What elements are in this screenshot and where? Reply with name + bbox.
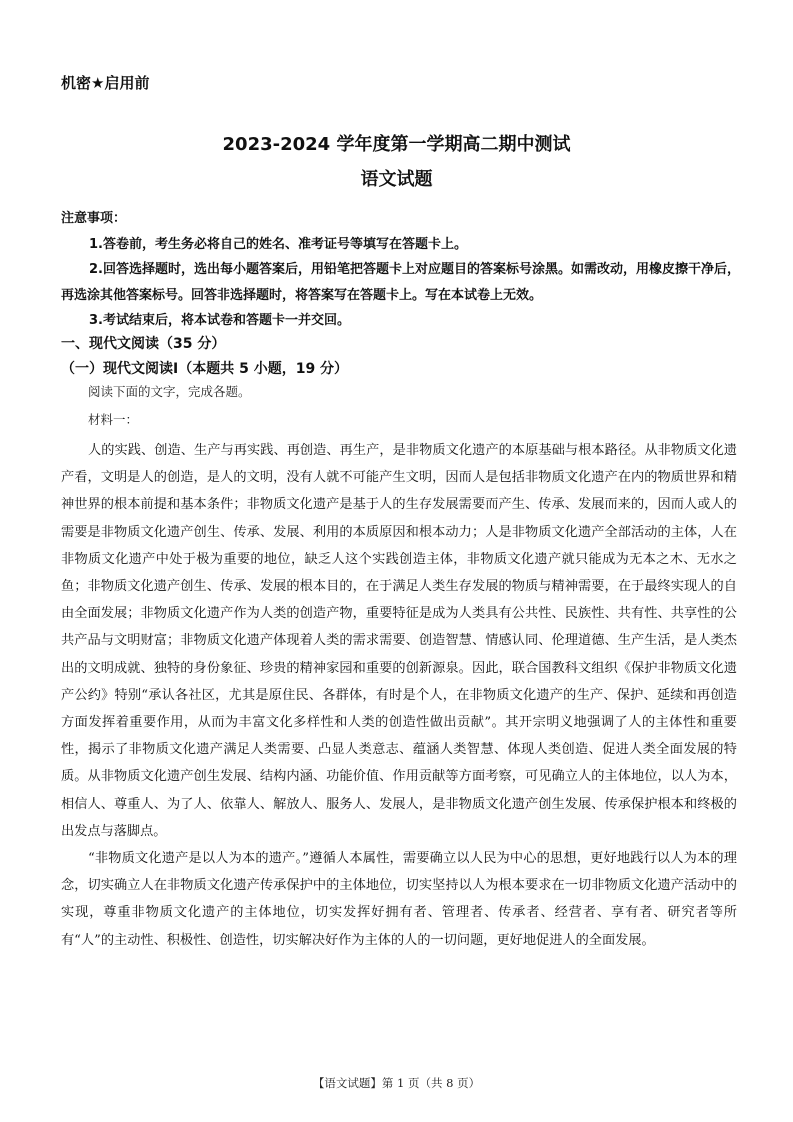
passage-paragraph: 人的实践、创造、生产与再实践、再创造、再生产，是非物质文化遗产的本原基础与根本路径。从非物质文化遗产看，文明是人的创造，是人的文明，没有人就不可能产生文明，因而人是包括非物质文化遗产在内的物质世界和精神世界的根本前提和基本条件；非物质文化遗产是基于人的生存发展需要而产生、传承、发展而来的，因而人或人的需要是非物质文化遗产创生、传承、发展、利用的本质原因和根本动力；人是非物质文化遗产全部活动的主体，人在非物质文化遗产中处于极为重要的地位，缺乏人这个实践创造主体，非物质文化遗产就只能成为无本之木、无水之鱼；非物质文化遗产创生、传承、发展的根本目的，在于满足人类生存发展的物质与精神需要，在于最终实现人的自由全面发展；非物质文化遗产作为人类的创造产物，重要特征是成为人类具有公共性、民族性、共有性、共享性的公共产品与文明财富；非物质文化遗产体现着人类的需求需要、创造智慧、情感认同、伦理道德、生产生活，是人类杰出的文明成就、独特的身份象征、珍贵的精神家园和重要的创新源泉。因此，联合国教科文组织《保护非物质文化遗产公约》特别“承认各社区，尤其是原住民、各群体，有时是个人，在非物质文化遗产的生产、保护、延续和再创造方面发挥着重要作用，从而为丰富文化多样性和人类的创造性做出贡献”。其开宗明义地强调了人的主体性和重要性，揭示了非物质文化遗产满足人类需要、凸显人类意志、蕴涵人类智慧、体现人类创造、促进人类全面发展的特质。从非物质文化遗产创生发展、结构内涵、功能价值、作用贡献等方面考察，可见确立人的主体地位，以人为本，相信人、尊重人、为了人、依靠人、解放人、服务人、发展人，是非物质文化遗产创生发展、传承保护根本和终极的出发点与落脚点。 xyxy=(61,443,737,839)
confidential-label: 机密★启用前 xyxy=(61,74,150,92)
notes-heading: 注意事项： xyxy=(61,211,127,226)
subsection-heading: （一）现代文阅读Ⅰ（本题共 5 小题，19 分） xyxy=(61,361,349,377)
reading-instruction: 阅读下面的文字，完成各题。 xyxy=(88,384,251,399)
note-item-1: 1.答卷前，考生务必将自己的姓名、准考证号等填写在答题卡上。 xyxy=(89,236,467,252)
passage-paragraph: “非物质文化遗产是以人为本的遗产。”遵循人本属性，需要确立以人民为中心的思想，更好地践行以人为本的理念，切实确立人在非物质文化遗产传承保护中的主体地位，切实坚持以人为根本要求在一切非物质文化遗产活动中的实现，尊重非物质文化遗产的主体地位，切实发挥好拥有者、管理者、传承者、经营者、享有者、研究者等所有“人”的主动性、积极性、创造性，切实解决好作为主体的人的一切问题，更好地促进人的全面发展。 xyxy=(61,851,737,948)
material-label: 材料一： xyxy=(88,412,139,427)
note-item-3: 3.考试结束后，将本试卷和答题卡一并交回。 xyxy=(89,313,350,328)
note-item-2: 2.回答选择题时，选出每小题答案后，用铅笔把答题卡上对应题目的答案标号涂黑。如需改动，用橡皮擦干净后，再选涂其他答案标号。回答非选择题时，将答案写在答题卡上。写在本试卷上无效。 xyxy=(61,262,740,303)
section-heading: 一、现代文阅读（35 分） xyxy=(61,336,226,352)
page-footer: 【语文试题】第 1 页（共 8 页） xyxy=(312,1076,481,1090)
passage-text xyxy=(61,437,737,954)
subject-title: 语文试题 xyxy=(360,169,433,190)
notes-block xyxy=(61,206,741,334)
exam-title: 2023-2024 学年度第一学期高二期中测试 xyxy=(222,134,571,155)
